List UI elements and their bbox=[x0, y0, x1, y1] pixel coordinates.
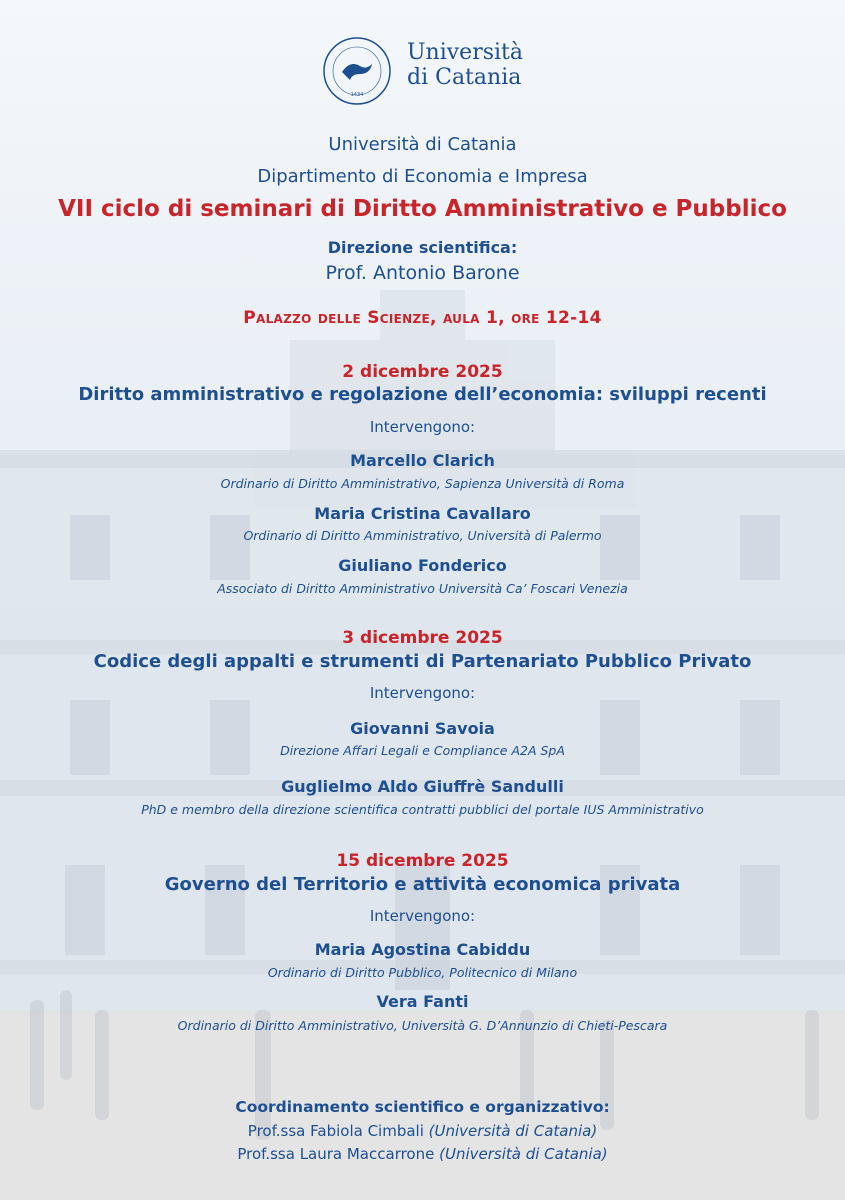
seal-year: 1434 bbox=[350, 92, 364, 98]
coordinator-affiliation: (Università di Catania) bbox=[428, 1122, 598, 1140]
coordinator bbox=[0, 1122, 845, 1140]
direction-label: Direzione scientifica: bbox=[327, 238, 518, 257]
coordinator-name: Prof.ssa Fabiola Cimbali bbox=[247, 1122, 424, 1140]
speaker-name: Maria Cristina Cavallaro bbox=[314, 504, 531, 523]
speaker-role: PhD e membro della direzione scientifica contratti pubblici del portale IUS Amministrativo bbox=[141, 802, 704, 817]
speaker-role: Ordinario di Diritto Amministrativo, Università di Palermo bbox=[243, 528, 602, 543]
university-logo-text bbox=[407, 40, 523, 90]
seminar-date: 2 dicembre 2025 bbox=[342, 362, 503, 382]
coordinator bbox=[0, 1145, 845, 1163]
speaker-name: Vera Fanti bbox=[376, 992, 469, 1011]
page-title: VII ciclo di seminari di Diritto Amministrativo e Pubblico bbox=[58, 196, 787, 222]
university-name: Università di Catania bbox=[328, 134, 517, 155]
speaker-role: Ordinario di Diritto Pubblico, Politecnico di Milano bbox=[267, 965, 578, 980]
speaker-name: Giuliano Fonderico bbox=[338, 556, 507, 575]
logo-title-line-2: di Catania bbox=[407, 65, 522, 90]
intervene-label: Intervengono: bbox=[369, 684, 476, 702]
seminar-date: 15 dicembre 2025 bbox=[336, 851, 509, 871]
speaker-name: Giovanni Savoia bbox=[350, 719, 495, 738]
director-name: Prof. Antonio Barone bbox=[325, 262, 520, 284]
logo-title-line-1: Università bbox=[407, 40, 523, 65]
seminar-date: 3 dicembre 2025 bbox=[342, 628, 503, 648]
speaker-name: Guglielmo Aldo Giuffrè Sandulli bbox=[281, 777, 564, 796]
coordinator-affiliation: (Università di Catania) bbox=[439, 1145, 608, 1163]
seminar-topic: Codice degli appalti e strumenti di Partenariato Pubblico Privato bbox=[93, 651, 752, 672]
university-seal-icon bbox=[322, 36, 392, 106]
coordinator-name: Prof.ssa Laura Maccarrone bbox=[237, 1145, 435, 1163]
speaker-name: Maria Agostina Cabiddu bbox=[314, 940, 531, 959]
speaker-role: Ordinario di Diritto Amministrativo, Università G. D’Annunzio di Chieti-Pescara bbox=[177, 1018, 668, 1033]
seminar-topic: Governo del Territorio e attività economica privata bbox=[164, 874, 681, 895]
department-name: Dipartimento di Economia e Impresa bbox=[257, 166, 588, 187]
speaker-role: Ordinario di Diritto Amministrativo, Sapienza Università di Roma bbox=[220, 476, 625, 491]
intervene-label: Intervengono: bbox=[369, 418, 476, 436]
speaker-role: Direzione Affari Legali e Compliance A2A SpA bbox=[280, 743, 565, 758]
seminar-topic: Diritto amministrativo e regolazione dell’economia: sviluppi recenti bbox=[78, 384, 767, 405]
coordination-label: Coordinamento scientifico e organizzativo: bbox=[235, 1098, 610, 1116]
speaker-role: Associato di Diritto Amministrativo Università Ca’ Foscari Venezia bbox=[217, 581, 628, 596]
venue: Palazzo delle Scienze, aula 1, ore 12-14 bbox=[243, 308, 602, 328]
intervene-label: Intervengono: bbox=[369, 907, 476, 925]
speaker-name: Marcello Clarich bbox=[350, 451, 495, 470]
